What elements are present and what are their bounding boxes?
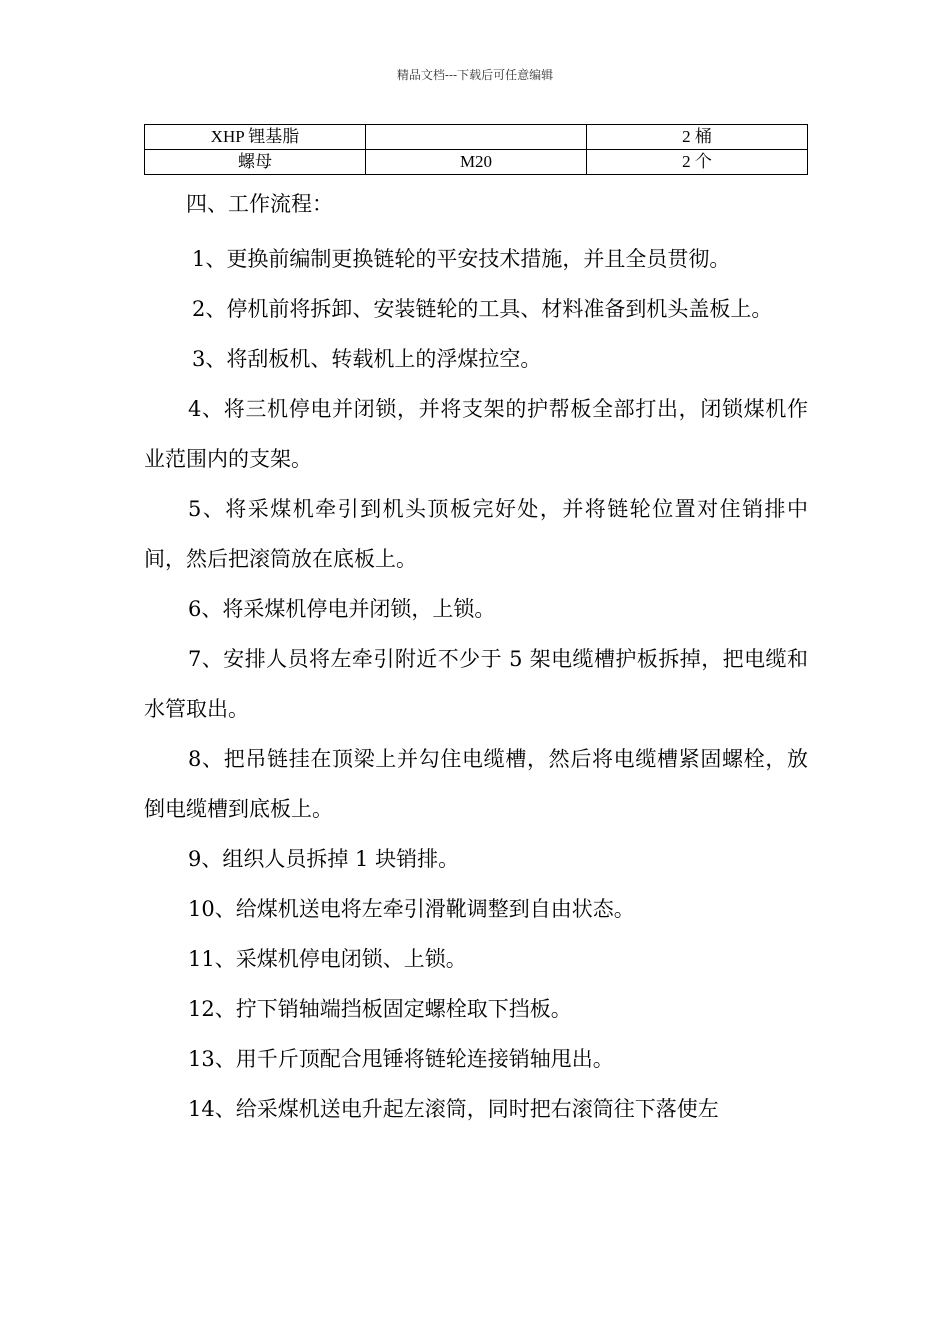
table-cell-spec bbox=[366, 125, 587, 150]
step-paragraph: 10、给煤机送电将左牵引滑靴调整到自由状态。 bbox=[188, 897, 635, 921]
table-row bbox=[145, 125, 808, 150]
table-cell-qty: 2 桶 bbox=[587, 125, 808, 150]
step-paragraph: 11、采煤机停电闭锁、上锁。 bbox=[188, 947, 467, 971]
step-paragraph: 3、将刮板机、转载机上的浮煤拉空。 bbox=[192, 347, 542, 371]
table-cell-qty: 2 个 bbox=[587, 150, 808, 175]
table-cell-name: 螺母 bbox=[145, 150, 366, 175]
table-row bbox=[145, 150, 808, 175]
materials-table bbox=[144, 124, 808, 175]
table-cell-spec: M20 bbox=[366, 150, 587, 175]
step-paragraph: 7、安排人员将左牵引附近不少于 5 架电缆槽护板拆掉，把电缆和水管取出。 bbox=[144, 647, 808, 721]
step-paragraph: 14、给采煤机送电升起左滚筒，同时把右滚筒往下落使左 bbox=[188, 1097, 719, 1121]
step-paragraph: 8、把吊链挂在顶梁上并勾住电缆槽，然后将电缆槽紧固螺栓，放倒电缆槽到底板上。 bbox=[144, 747, 808, 821]
step-paragraph: 2、停机前将拆卸、安装链轮的工具、材料准备到机头盖板上。 bbox=[192, 297, 773, 321]
step-paragraph: 9、组织人员拆掉 1 块销排。 bbox=[188, 847, 460, 871]
step-paragraph: 13、用千斤顶配合甩锤将链轮连接销轴甩出。 bbox=[188, 1047, 614, 1071]
step-paragraph: 6、将采煤机停电并闭锁，上锁。 bbox=[188, 597, 496, 621]
table-cell-name: XHP 锂基脂 bbox=[145, 125, 366, 150]
step-paragraph: 5、将采煤机牵引到机头顶板完好处，并将链轮位置对住销排中间，然后把滚筒放在底板上。 bbox=[144, 497, 808, 571]
step-paragraph: 4、将三机停电并闭锁，并将支架的护帮板全部打出，闭锁煤机作业范围内的支架。 bbox=[144, 397, 808, 471]
step-paragraph: 1、更换前编制更换链轮的平安技术措施，并且全员贯彻。 bbox=[192, 247, 731, 271]
step-paragraph: 12、拧下销轴端挡板固定螺栓取下挡板。 bbox=[188, 997, 572, 1021]
section-title: 四、工作流程： bbox=[186, 192, 333, 216]
page-header: 精品文档---下载后可任意编辑 bbox=[396, 68, 554, 82]
procedure-list bbox=[144, 234, 808, 1134]
